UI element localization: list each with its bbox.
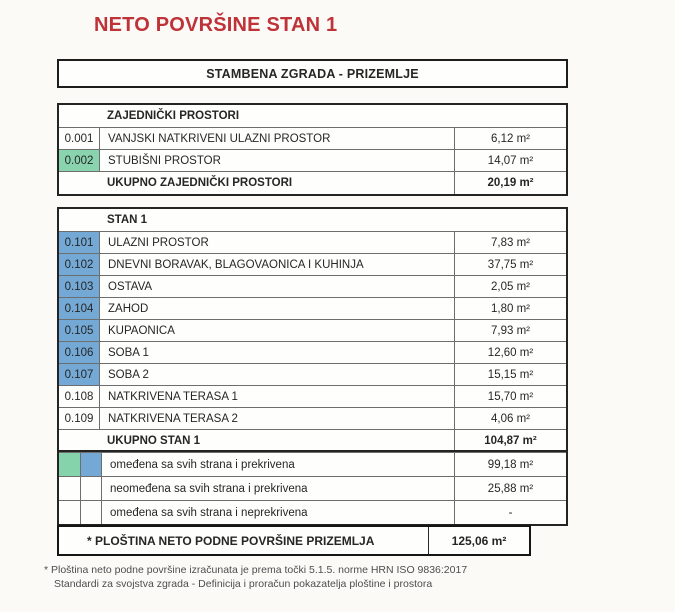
legend-label-cell: omeđena sa svih strana i prekrivena	[101, 453, 454, 476]
room-name-cell: DNEVNI BORAVAK, BLAGOVAONICA I KUHINJA	[99, 254, 454, 275]
page-title: NETO POVRŠINE STAN 1	[94, 14, 338, 36]
table-row	[59, 275, 566, 297]
room-code-cell: 0.102	[59, 254, 99, 275]
legend-swatch-1	[59, 477, 80, 500]
legend-swatch-2	[80, 453, 101, 476]
room-area-cell: 7,83 m²	[454, 232, 566, 253]
stan1-total-value: 104,87 m²	[454, 430, 566, 452]
room-name-cell: NATKRIVENA TERASA 1	[99, 386, 454, 407]
footnote-line-2: Standardi za svojstva zgrada - Definicija i proračun pokazatelja ploštine i prostora	[54, 578, 433, 590]
grand-total-box	[57, 525, 531, 556]
footnote-line-1: * Ploština neto podne površine izračunata je prema točki 5.1.5. norme HRN ISO 9836:2017	[44, 564, 468, 576]
room-code-cell: 0.107	[59, 364, 99, 385]
room-code-cell: 0.105	[59, 320, 99, 341]
room-code-cell: 0.103	[59, 276, 99, 297]
table-row	[59, 297, 566, 319]
legend-row	[59, 476, 566, 500]
room-area-cell: 15,70 m²	[454, 386, 566, 407]
room-area-cell: 37,75 m²	[454, 254, 566, 275]
room-name-cell: NATKRIVENA TERASA 2	[99, 408, 454, 429]
room-code-cell: 0.104	[59, 298, 99, 319]
room-area-cell: 15,15 m²	[454, 364, 566, 385]
room-area-cell: 14,07 m²	[454, 150, 566, 171]
legend-label-cell: neomeđena sa svih strana i prekrivena	[101, 477, 454, 500]
common-areas-total-value: 20,19 m²	[454, 172, 566, 194]
stan1-total-row	[59, 429, 566, 452]
table-row	[59, 231, 566, 253]
room-name-cell: OSTAVA	[99, 276, 454, 297]
room-name-cell: ZAHOD	[99, 298, 454, 319]
stan1-rows	[59, 231, 566, 429]
room-area-cell: 2,05 m²	[454, 276, 566, 297]
legend-swatch-1	[59, 453, 80, 476]
room-name-cell: ULAZNI PROSTOR	[99, 232, 454, 253]
building-header-box	[57, 59, 568, 88]
room-name-cell: SOBA 1	[99, 342, 454, 363]
room-area-cell: 1,80 m²	[454, 298, 566, 319]
room-area-cell: 6,12 m²	[454, 128, 566, 149]
table-row	[59, 363, 566, 385]
legend-row	[59, 500, 566, 524]
room-name-cell: SOBA 2	[99, 364, 454, 385]
room-code-cell: 0.108	[64, 390, 94, 403]
legend-swatch-1	[59, 501, 80, 524]
table-row	[59, 385, 566, 407]
legend-table	[57, 450, 568, 526]
table-row	[59, 149, 566, 171]
stan1-header: STAN 1	[107, 214, 148, 226]
room-code-cell: 0.109	[64, 412, 94, 425]
room-name-cell: KUPAONICA	[99, 320, 454, 341]
common-areas-header: ZAJEDNIČKI PROSTORI	[107, 110, 240, 122]
building-header-label: STAMBENA ZGRADA - PRIZEMLJE	[206, 66, 419, 81]
common-areas-total-label: UKUPNO ZAJEDNIČKI PROSTORI	[107, 177, 293, 189]
room-code-cell: 0.106	[59, 342, 99, 363]
room-name-cell: VANJSKI NATKRIVENI ULAZNI PROSTOR	[99, 128, 454, 149]
room-name-cell: STUBIŠNI PROSTOR	[99, 150, 454, 171]
footnote	[44, 563, 467, 591]
common-areas-rows	[59, 127, 566, 171]
grand-total-label: * PLOŠTINA NETO PODNE POVRŠINE PRIZEMLJA	[87, 533, 375, 548]
room-code-cell: 0.002	[59, 150, 99, 171]
room-area-cell: 12,60 m²	[454, 342, 566, 363]
legend-swatch-2	[80, 477, 101, 500]
room-area-cell: 4,06 m²	[454, 408, 566, 429]
legend-row	[59, 452, 566, 476]
stan1-header-row	[59, 209, 566, 231]
legend-area-cell: -	[454, 501, 566, 524]
stan1-table	[57, 207, 568, 454]
common-areas-table	[57, 103, 568, 196]
room-code-cell: 0.001	[64, 132, 94, 145]
common-areas-header-row	[59, 105, 566, 127]
room-area-cell: 7,93 m²	[454, 320, 566, 341]
table-row	[59, 253, 566, 275]
common-areas-total-row	[59, 171, 566, 194]
legend-label-cell: omeđena sa svih strana i neprekrivena	[101, 501, 454, 524]
legend-area-cell: 99,18 m²	[454, 453, 566, 476]
stan1-total-label: UKUPNO STAN 1	[107, 435, 201, 447]
grand-total-value: 125,06 m²	[428, 527, 529, 554]
table-row	[59, 319, 566, 341]
table-row	[59, 341, 566, 363]
legend-swatch-2	[80, 501, 101, 524]
room-code-cell: 0.101	[59, 232, 99, 253]
legend-area-cell: 25,88 m²	[454, 477, 566, 500]
table-row	[59, 127, 566, 149]
table-row	[59, 407, 566, 429]
